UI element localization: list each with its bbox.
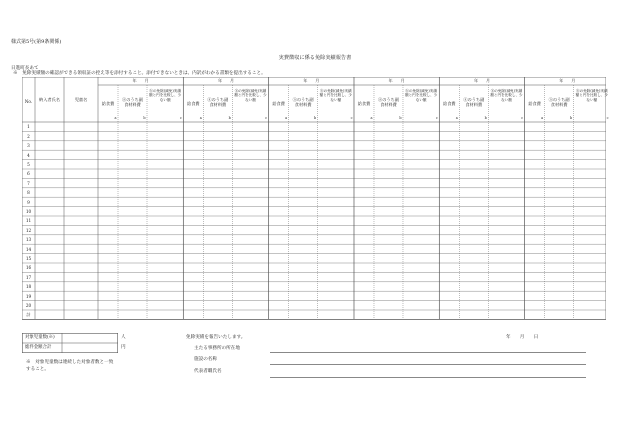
food-cost-header: 給食費 <box>187 101 200 106</box>
side-dish-cost-header: ⓐのうち副食材料費 <box>548 97 570 108</box>
table-grid-lines <box>22 77 606 321</box>
facility-name-label: 施設の名称 <box>194 357 217 362</box>
facility-name-line <box>270 364 586 365</box>
payer-name-header: 納入者氏名 <box>39 97 60 102</box>
representative-label: 代表者職氏名 <box>194 369 222 374</box>
row-number: 16 <box>25 265 32 271</box>
side-dish-cost-header: ⓐのうち副食材料費 <box>378 97 399 108</box>
side-dish-cost-header: ⓐのうち副食材料費 <box>463 97 485 108</box>
food-cost-header: 給食費 <box>272 101 285 106</box>
food-cost-header: 給食費 <box>357 101 371 106</box>
row-number: 11 <box>25 218 32 224</box>
food-cost-header: 給食費 <box>528 101 541 106</box>
exempt-amount-header: ⓑの免除(減免)実績額と円を比較し、少ない額 <box>575 89 608 102</box>
total-amount-unit: 円 <box>121 345 126 350</box>
child-count-unit: 人 <box>121 335 126 340</box>
row-number: 17 <box>25 274 32 280</box>
row-number: 4 <box>27 152 30 158</box>
column-letter: c <box>350 116 353 120</box>
month-label: 年 月 <box>559 78 576 83</box>
total-row-label: 計 <box>26 312 31 318</box>
column-letter: b <box>399 116 402 120</box>
column-letter: b <box>313 116 317 120</box>
column-letter: c <box>606 116 609 120</box>
column-letter: a <box>285 116 288 120</box>
exempt-amount-header: ⓑの免除(減免)実績額と円を比較し、少ない額 <box>149 89 182 102</box>
column-letter: a <box>370 116 373 120</box>
child-count-label: 対象児童数(※) <box>25 335 55 340</box>
row-number: 5 <box>27 162 30 167</box>
column-letter: a <box>455 116 458 120</box>
column-letter: a <box>114 116 117 120</box>
row-number: 7 <box>27 180 30 186</box>
row-number: 14 <box>25 246 32 252</box>
column-letter: c <box>435 116 438 120</box>
row-number: 3 <box>27 143 30 149</box>
addressee: 日進町長あて <box>11 66 39 71</box>
declaration-text: 免除実績を報告いたします。 <box>186 335 246 340</box>
row-number: 19 <box>25 293 32 299</box>
month-label: 年 月 <box>217 78 234 83</box>
month-label: 年 月 <box>132 78 149 83</box>
representative-line <box>270 377 586 378</box>
row-number: 8 <box>27 190 30 196</box>
row-number: 13 <box>25 237 32 243</box>
exempt-amount-header: ⓑの免除(減免)実績額と円を比較し、少ない額 <box>490 89 523 102</box>
column-letter: b <box>484 116 487 120</box>
month-label: 年 月 <box>473 78 490 83</box>
food-cost-header: 給食費 <box>101 101 115 106</box>
form-number: 様式第5号(第9条関係) <box>11 39 62 45</box>
month-label: 年 月 <box>303 78 320 83</box>
document-title: 実費徴収に係る免除実績報告書 <box>278 55 352 61</box>
column-letter: c <box>265 116 268 120</box>
side-dish-cost-header: ⓐのうち副食材料費 <box>207 97 229 108</box>
exempt-amount-header: ⓑの免除(減免)実績額と円を比較し、少ない額 <box>234 89 267 102</box>
column-letter: c <box>521 116 524 120</box>
column-letter: b <box>143 116 146 120</box>
row-number: 6 <box>27 171 30 177</box>
column-letter: b <box>569 116 573 120</box>
exempt-amount-header: ⓑの免除(減免)実績額と円を比較し、少ない額 <box>319 89 352 102</box>
column-letter: a <box>541 116 544 120</box>
column-letter: b <box>228 116 231 120</box>
row-number: 12 <box>25 227 32 233</box>
child-name-header: 児童名 <box>74 97 88 102</box>
total-amount-label: 総件金額合計 <box>25 345 52 350</box>
month-label: 年 月 <box>388 78 405 83</box>
summary-box <box>22 333 118 353</box>
number-header: No. <box>24 99 33 104</box>
row-number: 1 <box>27 124 30 130</box>
row-number: 20 <box>25 303 32 308</box>
column-letter: c <box>179 116 182 120</box>
summary-note: ※ 対象児童数は連続した対象者数と一致すること。 <box>26 360 114 372</box>
exemption-table <box>22 77 609 321</box>
row-number: 10 <box>25 209 32 214</box>
office-address-line <box>270 352 586 353</box>
row-number: 18 <box>25 284 32 290</box>
row-number: 15 <box>25 256 32 261</box>
exempt-amount-header: ⓑの免除(減免)実績額と円を比較し、少ない額 <box>404 89 438 102</box>
food-cost-header: 給食費 <box>443 101 456 106</box>
attachment-note: ※ 免除実績額の確認ができる領収証の控え等を添付すること。添付できないときは、内訳がわかる書類を提出すること。 <box>13 71 266 76</box>
side-dish-cost-header: ⓐのうち副食材料費 <box>122 97 143 108</box>
row-number: 2 <box>27 133 30 139</box>
side-dish-cost-header: ⓐのうち副食材料費 <box>292 97 314 108</box>
column-letter: a <box>199 116 202 120</box>
row-number: 9 <box>27 199 30 205</box>
report-date: 年 月 日 <box>506 335 539 340</box>
office-address-label: 主たる事務所の所在地 <box>194 346 240 351</box>
